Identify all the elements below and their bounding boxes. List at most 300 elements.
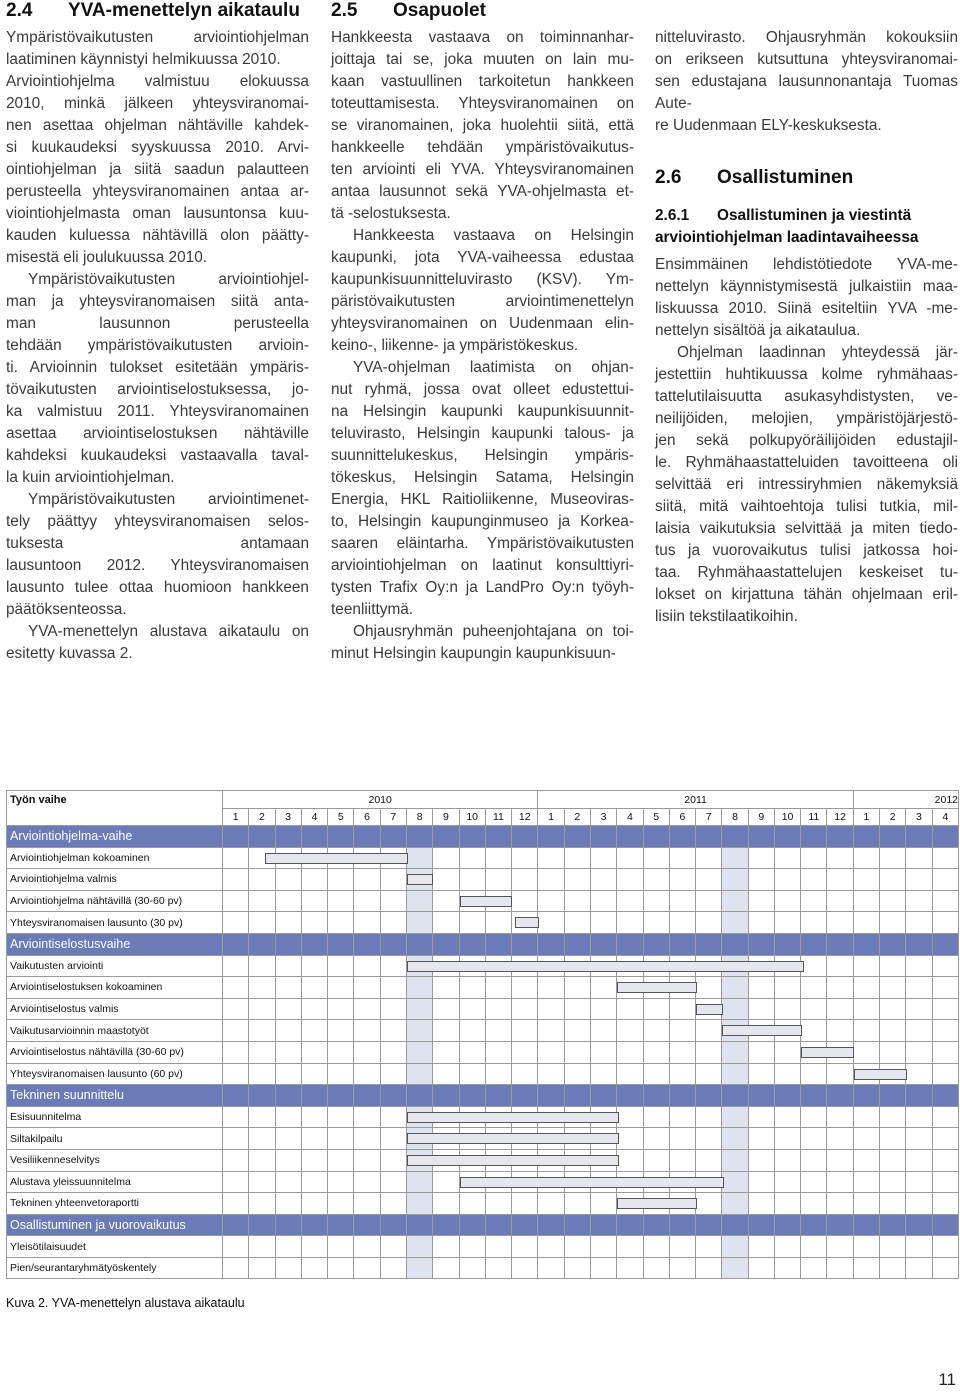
text-line: tökeskus, Helsingin Satama, Helsingin [331, 469, 634, 486]
gantt-cell [406, 1020, 432, 1042]
text-line: on erikseen kutsuttuna yhteysviranomai- [655, 51, 958, 68]
gantt-task-label: Siltakilpailu [7, 1128, 223, 1150]
gantt-cell [801, 1063, 827, 1085]
text-line: Hankkeesta vastaava on toiminnanhar- [331, 29, 634, 46]
gantt-cell [328, 1085, 354, 1107]
text-line: re Uudenmaan ELY-keskuksesta. [655, 117, 882, 134]
text-line: joittaja tai se, joka muuten on lain mu- [331, 51, 634, 68]
text-line: man ja yhteysviranomaisen siitä anta- [6, 293, 309, 310]
gantt-cell [485, 1214, 511, 1236]
gantt-cell [801, 1193, 827, 1215]
gantt-cell [249, 1063, 275, 1085]
text-line: selvittää eri intressiryhmien näkemyksiä [655, 476, 958, 493]
gantt-cell [880, 1106, 906, 1128]
gantt-cell [590, 826, 616, 848]
gantt-month: 2 [564, 809, 590, 826]
gantt-cell [748, 1214, 774, 1236]
gantt-phase-row [7, 1085, 959, 1107]
gantt-cell [406, 1171, 432, 1193]
gantt-cell [827, 1214, 853, 1236]
section-heading-2-4: 2.4 YVA-menettelyn aikataulu [6, 0, 300, 21]
gantt-cell [512, 890, 538, 912]
gantt-cell [748, 890, 774, 912]
gantt-cell [433, 1085, 459, 1107]
gantt-task-row [7, 1106, 959, 1128]
gantt-cell [328, 1106, 354, 1128]
gantt-cell [932, 955, 958, 977]
gantt-cell [354, 1257, 380, 1279]
gantt-cell [512, 869, 538, 891]
gantt-cell [590, 1063, 616, 1085]
gantt-cell [853, 890, 879, 912]
gantt-cell [223, 1063, 249, 1085]
gantt-month: 2 [249, 809, 275, 826]
gantt-month: 1 [223, 809, 249, 826]
gantt-cell [696, 1085, 722, 1107]
gantt-cell [249, 869, 275, 891]
gantt-cell [669, 1085, 695, 1107]
gantt-cell [485, 869, 511, 891]
gantt-cell [354, 1171, 380, 1193]
text-line: misestä eli joulukuussa 2010. [6, 249, 208, 266]
gantt-cell [328, 977, 354, 999]
gantt-cell [590, 912, 616, 934]
gantt-cell [512, 826, 538, 848]
gantt-task-label: Arviointiohjelma nähtävillä (30-60 pv) [7, 890, 223, 912]
gantt-cell [827, 955, 853, 977]
gantt-cell [380, 1020, 406, 1042]
gantt-cell [748, 1085, 774, 1107]
gantt-cell [485, 1257, 511, 1279]
text-line: perusteella yhteysviranomainen antaa ar- [6, 183, 309, 200]
gantt-cell [223, 977, 249, 999]
gantt-cell [774, 1236, 800, 1258]
gantt-cell [722, 1149, 748, 1171]
gantt-cell [696, 1236, 722, 1258]
gantt-cell [433, 1236, 459, 1258]
gantt-cell [538, 847, 564, 869]
gantt-month: 5 [643, 809, 669, 826]
gantt-cell [406, 1063, 432, 1085]
subsection-heading-2-6-1-line2: arviointiohjelman laadintavaiheessa [655, 229, 919, 246]
gantt-cell [564, 977, 590, 999]
gantt-cell [722, 1020, 748, 1042]
gantt-cell [354, 912, 380, 934]
gantt-cell [564, 890, 590, 912]
gantt-cell [249, 1171, 275, 1193]
gantt-cell [249, 1106, 275, 1128]
gantt-cell [643, 933, 669, 955]
gantt-cell [774, 1193, 800, 1215]
gantt-cell [853, 1063, 879, 1085]
gantt-cell [512, 1020, 538, 1042]
gantt-cell [932, 1149, 958, 1171]
gantt-cell [853, 1128, 879, 1150]
gantt-cell [617, 1149, 643, 1171]
gantt-cell [328, 933, 354, 955]
gantt-cell [485, 1085, 511, 1107]
gantt-cell [406, 1236, 432, 1258]
gantt-cell [801, 955, 827, 977]
gantt-cell [301, 998, 327, 1020]
gantt-cell [617, 869, 643, 891]
gantt-cell [485, 977, 511, 999]
gantt-cell [223, 890, 249, 912]
gantt-cell [590, 998, 616, 1020]
gantt-cell [406, 1214, 432, 1236]
gantt-cell [275, 1063, 301, 1085]
text-line: kahdeksi kuukaudeksi vastaavalla taval- [6, 447, 309, 464]
gantt-chart [6, 790, 959, 1284]
gantt-cell [774, 847, 800, 869]
gantt-cell [880, 1214, 906, 1236]
gantt-cell [906, 1063, 932, 1085]
gantt-cell [564, 1257, 590, 1279]
gantt-cell [590, 847, 616, 869]
gantt-cell [722, 1106, 748, 1128]
gantt-bar [407, 1112, 619, 1123]
gantt-month: 10 [459, 809, 485, 826]
gantt-cell [223, 1041, 249, 1063]
gantt-month: 1 [538, 809, 564, 826]
gantt-cell [459, 1193, 485, 1215]
gantt-cell [669, 847, 695, 869]
gantt-month: 11 [801, 809, 827, 826]
gantt-cell [617, 1085, 643, 1107]
gantt-bar [407, 1133, 619, 1144]
gantt-cell [301, 1106, 327, 1128]
gantt-cell [774, 1171, 800, 1193]
gantt-bar [407, 1155, 619, 1166]
gantt-cell [354, 977, 380, 999]
gantt-cell [328, 1041, 354, 1063]
gantt-cell [301, 1020, 327, 1042]
gantt-month: 7 [696, 809, 722, 826]
gantt-cell [880, 890, 906, 912]
gantt-cell [827, 1193, 853, 1215]
gantt-cell [774, 890, 800, 912]
gantt-cell [301, 1149, 327, 1171]
gantt-cell [748, 826, 774, 848]
gantt-cell [275, 869, 301, 891]
text-line: tuksesta antamaan [6, 535, 309, 552]
gantt-cell [485, 1063, 511, 1085]
gantt-cell [433, 1171, 459, 1193]
text-line: kaupunkisuunnitteluvirasto (KSV). Ym- [331, 271, 634, 288]
gantt-cell [485, 1020, 511, 1042]
gantt-cell [485, 847, 511, 869]
gantt-cell [643, 912, 669, 934]
text-line: taa. Ryhmähaastattelujen keskeiset tu- [655, 564, 958, 581]
gantt-cell [932, 977, 958, 999]
gantt-cell [249, 890, 275, 912]
text-line: Ympäristövaikutusten arviointimenet- [28, 491, 309, 508]
gantt-cell [853, 1149, 879, 1171]
gantt-cell [748, 1236, 774, 1258]
gantt-cell [275, 1214, 301, 1236]
gantt-cell [906, 890, 932, 912]
gantt-cell [249, 1257, 275, 1279]
gantt-cell [564, 1236, 590, 1258]
gantt-cell [853, 1193, 879, 1215]
gantt-cell [801, 826, 827, 848]
gantt-cell [880, 1171, 906, 1193]
section-heading-2-6: 2.6 Osallistuminen [655, 167, 854, 188]
gantt-cell [564, 847, 590, 869]
gantt-month: 12 [512, 809, 538, 826]
gantt-cell [328, 1063, 354, 1085]
gantt-cell [433, 998, 459, 1020]
gantt-cell [617, 1041, 643, 1063]
gantt-cell [880, 869, 906, 891]
gantt-cell [801, 1171, 827, 1193]
gantt-cell [669, 912, 695, 934]
gantt-cell [249, 826, 275, 848]
gantt-cell [301, 1128, 327, 1150]
gantt-cell [722, 1236, 748, 1258]
gantt-cell [906, 847, 932, 869]
gantt-cell [696, 1063, 722, 1085]
text-line: minut Helsingin kaupungin kaupunkisuun- [331, 645, 616, 662]
gantt-cell [459, 1171, 485, 1193]
text-line: la kuin arviointiohjelman. [6, 469, 175, 486]
gantt-cell [223, 933, 249, 955]
gantt-cell [590, 977, 616, 999]
gantt-cell [406, 1106, 432, 1128]
gantt-cell [354, 1106, 380, 1128]
gantt-cell [801, 998, 827, 1020]
gantt-bar [617, 1198, 696, 1209]
gantt-cell [617, 1106, 643, 1128]
gantt-month: 11 [485, 809, 511, 826]
gantt-cell [354, 1128, 380, 1150]
gantt-task-label: Vesiliikenneselvitys [7, 1149, 223, 1171]
gantt-month: 4 [617, 809, 643, 826]
gantt-cell [696, 1106, 722, 1128]
gantt-task-row [7, 1171, 959, 1193]
gantt-task-row [7, 1128, 959, 1150]
gantt-cell [538, 1214, 564, 1236]
gantt-cell [564, 1214, 590, 1236]
gantt-cell [617, 1128, 643, 1150]
gantt-cell [880, 1257, 906, 1279]
gantt-cell [722, 1257, 748, 1279]
gantt-cell [906, 1041, 932, 1063]
gantt-cell [669, 826, 695, 848]
gantt-cell [564, 912, 590, 934]
gantt-year: 2012 [853, 791, 958, 809]
gantt-bar [407, 874, 433, 885]
text-line: lausunto tulee ottaa huomioon hankkeen [6, 579, 309, 596]
text-line: tehdään ympäristövaikutusten arvioin- [6, 337, 309, 354]
gantt-cell [880, 998, 906, 1020]
gantt-cell [932, 1236, 958, 1258]
gantt-cell [827, 890, 853, 912]
gantt-cell [906, 912, 932, 934]
gantt-cell [774, 933, 800, 955]
gantt-cell [223, 1128, 249, 1150]
text-line: yhteysviranomainen on Uudenmaan elin- [331, 315, 634, 332]
gantt-month: 2 [880, 809, 906, 826]
gantt-cell [354, 955, 380, 977]
gantt-cell [932, 1257, 958, 1279]
gantt-cell [406, 977, 432, 999]
text-line: lausuntoon 2012. Yhteysviranomaisen [6, 557, 309, 574]
gantt-cell [433, 1063, 459, 1085]
gantt-cell [590, 1193, 616, 1215]
gantt-cell [459, 1257, 485, 1279]
gantt-cell [932, 1085, 958, 1107]
gantt-cell [774, 998, 800, 1020]
gantt-cell [564, 998, 590, 1020]
gantt-cell [380, 826, 406, 848]
gantt-cell [801, 1149, 827, 1171]
text-line: Ensimmäinen lehdistötiedote YVA-me- [655, 256, 958, 273]
gantt-cell [669, 890, 695, 912]
gantt-cell [932, 1020, 958, 1042]
text-line: saaren eläintarha. Ympäristövaikutusten [331, 535, 634, 552]
gantt-task-label: Vaikutusarvioinnin maastotyöt [7, 1020, 223, 1042]
gantt-cell [722, 912, 748, 934]
section-heading-2-5: 2.5 Osapuolet [331, 0, 486, 21]
gantt-cell [906, 1106, 932, 1128]
gantt-cell [853, 933, 879, 955]
gantt-cell [406, 1193, 432, 1215]
gantt-cell [223, 1214, 249, 1236]
text-line: nitteluvirasto. Ohjausryhmän kokouksiin [655, 29, 958, 46]
gantt-cell [354, 1214, 380, 1236]
gantt-cell [748, 912, 774, 934]
gantt-cell [538, 1193, 564, 1215]
gantt-cell [801, 1020, 827, 1042]
gantt-cell [538, 977, 564, 999]
gantt-cell [801, 890, 827, 912]
gantt-cell [774, 1041, 800, 1063]
gantt-cell [722, 1085, 748, 1107]
text-line: tattelutilaisuutta asukasyhdistysten, ve- [655, 388, 958, 405]
gantt-cell [774, 826, 800, 848]
gantt-cell [406, 933, 432, 955]
text-line: arviointiohjelman on laatinut konsulttiyri- [331, 557, 634, 574]
gantt-cell [590, 890, 616, 912]
gantt-cell [459, 998, 485, 1020]
gantt-cell [538, 890, 564, 912]
gantt-cell [880, 933, 906, 955]
gantt-cell [748, 1171, 774, 1193]
text-line: nen asettaa ohjelman nähtäville kahdek- [6, 117, 309, 134]
gantt-cell [512, 1214, 538, 1236]
gantt-cell [328, 1128, 354, 1150]
gantt-cell [932, 1063, 958, 1085]
gantt-cell [669, 1063, 695, 1085]
gantt-cell [853, 977, 879, 999]
gantt-cell [275, 1149, 301, 1171]
gantt-cell [880, 1236, 906, 1258]
gantt-cell [617, 998, 643, 1020]
text-line: se viranomainen, joka huolehtii siitä, että [331, 117, 634, 134]
text-line: asettaa arviointiselostuksen nähtäville [6, 425, 309, 442]
gantt-month: 8 [406, 809, 432, 826]
gantt-task-label: Osallistuminen ja vuorovaikutus [7, 1214, 223, 1236]
gantt-cell [853, 1257, 879, 1279]
gantt-cell [380, 955, 406, 977]
gantt-cell [275, 1020, 301, 1042]
gantt-task-label: Yleisötilaisuudet [7, 1236, 223, 1258]
gantt-phase-row [7, 933, 959, 955]
gantt-cell [564, 933, 590, 955]
text-line: to, Helsingin kaupunginmuseo ja Korkea- [331, 513, 634, 530]
gantt-cell [328, 1257, 354, 1279]
gantt-cell [406, 955, 432, 977]
gantt-cell [643, 1085, 669, 1107]
gantt-cell [748, 1041, 774, 1063]
text-line: Ympäristövaikutusten arviointiohjel- [28, 271, 309, 288]
gantt-cell [406, 912, 432, 934]
gantt-cell [328, 998, 354, 1020]
gantt-cell [669, 998, 695, 1020]
gantt-cell [722, 890, 748, 912]
gantt-task-label: Yhteysviranomaisen lausunto (60 pv) [7, 1063, 223, 1085]
text-line: suunnittelukeskus, Helsingin ympäris- [331, 447, 634, 464]
gantt-month: 1 [853, 809, 879, 826]
gantt-task-label: Arviointiohjelma-vaihe [7, 826, 223, 848]
gantt-year: 2010 [223, 791, 538, 809]
gantt-cell [669, 869, 695, 891]
text-line: siitä, mitä vaihtoehtoja tulisi tutkia, mil- [655, 498, 958, 515]
gantt-cell [696, 1128, 722, 1150]
gantt-cell [853, 1214, 879, 1236]
gantt-cell [459, 869, 485, 891]
gantt-task-row [7, 890, 959, 912]
gantt-cell [853, 1171, 879, 1193]
gantt-cell [328, 912, 354, 934]
gantt-cell [617, 847, 643, 869]
gantt-cell [827, 869, 853, 891]
gantt-cell [223, 1085, 249, 1107]
gantt-cell [223, 1236, 249, 1258]
text-line: Ohjausryhmän puheenjohtajana on toi- [353, 623, 634, 640]
gantt-task-row [7, 977, 959, 999]
gantt-cell [906, 1085, 932, 1107]
gantt-cell [354, 933, 380, 955]
text-line: tely päättyy yhteysviranomaisen selos- [6, 513, 309, 530]
gantt-cell [827, 826, 853, 848]
gantt-cell [223, 826, 249, 848]
column-1 [6, 0, 309, 665]
gantt-cell [459, 1063, 485, 1085]
gantt-cell [801, 1214, 827, 1236]
gantt-task-row [7, 869, 959, 891]
gantt-cell [669, 1236, 695, 1258]
gantt-task-label: Vaikutusten arviointi [7, 955, 223, 977]
gantt-cell [827, 1020, 853, 1042]
gantt-cell [932, 1106, 958, 1128]
gantt-cell [696, 890, 722, 912]
gantt-cell [880, 1020, 906, 1042]
gantt-cell [801, 1257, 827, 1279]
gantt-cell [249, 1085, 275, 1107]
gantt-cell [538, 998, 564, 1020]
gantt-cell [538, 826, 564, 848]
gantt-month: 9 [433, 809, 459, 826]
gantt-cell [801, 869, 827, 891]
gantt-cell [722, 1128, 748, 1150]
text-line: teenliittymä. [331, 601, 414, 618]
gantt-cell [433, 847, 459, 869]
text-line: kauden kuluessa nähtävillä olon päätty- [6, 227, 309, 244]
text-line: si kuukaudeksi syyskuussa 2010. Arvi- [6, 139, 309, 156]
gantt-cell [328, 1236, 354, 1258]
